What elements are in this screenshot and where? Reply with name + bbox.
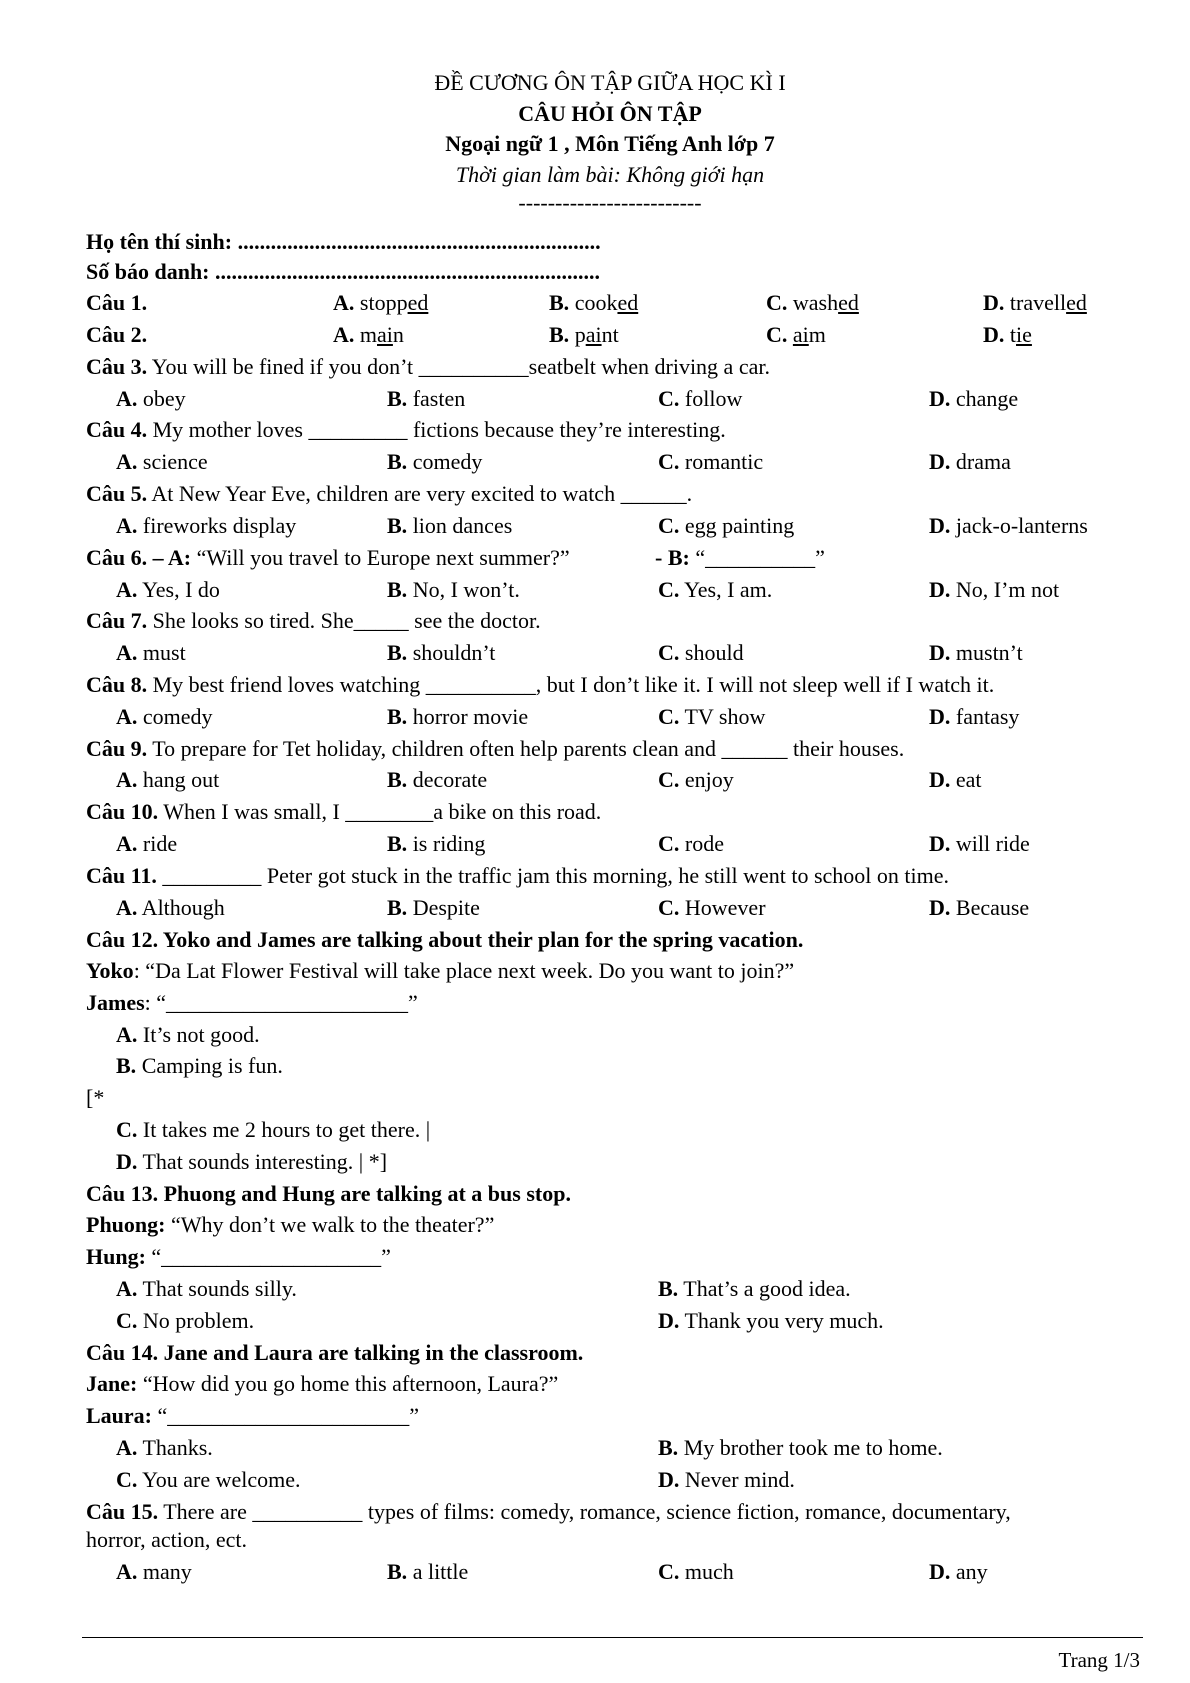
option-text: must (137, 640, 186, 665)
option-letter: B. (387, 1559, 408, 1584)
option-letter: C. (658, 577, 680, 602)
option-text: wash (787, 290, 839, 315)
option-text: That’s a good idea. (678, 1276, 851, 1301)
question-13-label: Câu 13. Phuong and Hung are talking at a bus stop. (86, 1181, 571, 1206)
q14-dialog-line-2 (86, 1403, 419, 1429)
option-text: is riding (407, 831, 486, 856)
question-9 (86, 736, 904, 762)
q3-option-d (929, 386, 1018, 412)
option-letter: B. (116, 1053, 137, 1078)
option-text: shouldn’t (407, 640, 496, 665)
question-7 (86, 608, 541, 634)
option-letter: A. (116, 1022, 138, 1047)
option-text: m (808, 322, 826, 347)
option-letter: B. (387, 386, 408, 411)
question-6-reply (655, 545, 825, 571)
q9-option-d (929, 767, 982, 793)
q10-option-b (387, 831, 485, 857)
option-text: jack-o-lanterns (950, 513, 1088, 538)
speaker-label: Hung: (86, 1244, 146, 1269)
q7-option-c (658, 640, 744, 666)
q15-option-d (929, 1559, 988, 1585)
question-15-continued: horror, action, ect. (86, 1527, 247, 1552)
option-text: No problem. (137, 1308, 255, 1333)
question-10 (86, 799, 601, 825)
q13-dialog-line-2 (86, 1244, 391, 1270)
option-text: Thanks. (137, 1435, 213, 1460)
underlined-sound: ai (377, 322, 393, 347)
option-letter: B. (658, 1435, 679, 1460)
candidate-id-dots: ...................................................................... (215, 259, 601, 284)
q2-option-d (983, 322, 1032, 348)
q14-dialog-line-1 (86, 1371, 558, 1397)
question-5 (86, 481, 692, 507)
option-letter: D. (929, 449, 951, 474)
q6-option-c (658, 577, 772, 603)
option-text: Yes, I do (137, 577, 220, 602)
time-limit: Thời gian làm bài: Không giới hạn (455, 162, 765, 187)
q4-option-d (929, 449, 1011, 475)
option-letter: D. (929, 831, 951, 856)
option-letter: D. (983, 290, 1005, 315)
q2-option-c (766, 322, 826, 348)
option-text: Because (950, 895, 1030, 920)
option-text: comedy (137, 704, 213, 729)
q4-option-c (658, 449, 763, 475)
question-1-label: Câu 1. (86, 290, 148, 315)
question-6 (86, 545, 570, 571)
speaker-label: Laura: (86, 1403, 152, 1428)
dialog-text: “How did you go home this afternoon, Laura?” (137, 1371, 559, 1396)
q1-option-d (983, 290, 1087, 316)
question-text: My mother loves _________ fictions because they’re interesting. (147, 417, 726, 442)
option-letter: B. (549, 290, 570, 315)
option-letter: B. (387, 831, 408, 856)
option-letter: D. (658, 1467, 680, 1492)
q10-option-a (116, 831, 177, 857)
option-letter: D. (929, 577, 951, 602)
candidate-name-row (86, 229, 601, 255)
q12-option-a (116, 1022, 260, 1048)
option-text: No, I’m not (950, 577, 1060, 602)
q14-option-a (116, 1435, 213, 1461)
option-text: TV show (679, 704, 766, 729)
option-letter: D. (983, 322, 1005, 347)
option-text: should (679, 640, 744, 665)
underlined-sound: ed (407, 290, 429, 315)
q9-option-c (658, 767, 734, 793)
q1-option-a (333, 290, 428, 316)
question-text: _________ Peter got stuck in the traffic jam this morning, he still went to school on time. (156, 863, 950, 888)
q12-option-d (116, 1149, 387, 1175)
q14-option-d (658, 1467, 795, 1493)
option-letter: B. (387, 577, 408, 602)
option-letter: D. (658, 1308, 680, 1333)
question-text: There are __________ types of films: comedy, romance, science fiction, romance, documentary, (158, 1499, 1011, 1524)
q15-option-b (387, 1559, 468, 1585)
speaker-label: - B: (655, 545, 690, 570)
option-text: However (679, 895, 766, 920)
question-2-label: Câu 2. (86, 322, 148, 347)
reply-blank: “__________” (689, 545, 825, 570)
option-text: fantasy (950, 704, 1020, 729)
question-label: Câu 15. (86, 1499, 159, 1524)
option-text: Although (137, 895, 225, 920)
question-4 (86, 417, 726, 443)
speaker-label: Jane: (86, 1371, 138, 1396)
q12-dialog-line-2 (86, 990, 418, 1016)
option-letter: A. (116, 449, 138, 474)
option-letter: C. (766, 322, 788, 347)
q13-option-a (116, 1276, 297, 1302)
option-letter: C. (658, 767, 680, 792)
dialog-text: “______________________” (152, 1403, 420, 1428)
q8-option-a (116, 704, 213, 730)
option-text: rode (679, 831, 724, 856)
option-text: science (137, 449, 208, 474)
option-letter: B. (387, 513, 408, 538)
option-letter: A. (333, 290, 355, 315)
question-text: When I was small, I ________a bike on this road. (158, 799, 602, 824)
option-letter: B. (387, 895, 408, 920)
q3-option-b (387, 386, 465, 412)
question-label: Câu 10. (86, 799, 159, 824)
option-text: horror movie (407, 704, 529, 729)
option-text: n (392, 322, 404, 347)
option-letter: D. (929, 640, 951, 665)
q15-option-a (116, 1559, 192, 1585)
q5-option-c (658, 513, 794, 539)
question-12-label: Câu 12. Yoko and James are talking about their plan for the spring vacation. (86, 927, 804, 952)
option-text: nt (601, 322, 619, 347)
option-letter: A. (116, 831, 138, 856)
option-text: romantic (679, 449, 764, 474)
option-text: egg painting (679, 513, 795, 538)
option-letter: A. (116, 640, 138, 665)
q13-option-b (658, 1276, 851, 1302)
option-letter: C. (658, 449, 680, 474)
q7-option-a (116, 640, 186, 666)
q15-option-c (658, 1559, 734, 1585)
q4-option-b (387, 449, 482, 475)
option-text: My brother took me to home. (678, 1435, 943, 1460)
option-letter: B. (387, 640, 408, 665)
q2-option-a (333, 322, 404, 348)
option-text: No, I won’t. (407, 577, 520, 602)
option-letter: D. (929, 386, 951, 411)
question-15 (86, 1499, 1144, 1525)
question-label: Câu 3. (86, 354, 148, 379)
option-letter: C. (658, 1559, 680, 1584)
q8-option-d (929, 704, 1019, 730)
option-text: m (354, 322, 378, 347)
option-letter: D. (116, 1149, 138, 1174)
option-letter: B. (549, 322, 570, 347)
footer-divider (82, 1637, 1143, 1638)
q14-option-c (116, 1467, 301, 1493)
dialog-text: “Why don’t we walk to the theater?” (165, 1212, 495, 1237)
q9-option-a (116, 767, 219, 793)
candidate-name-label: Họ tên thí sinh: (86, 229, 238, 254)
candidate-id-label: Số báo danh: (86, 259, 216, 284)
q4-option-a (116, 449, 208, 475)
question-8 (86, 672, 994, 698)
q12-dialog-line-1 (86, 958, 794, 984)
option-text: enjoy (679, 767, 734, 792)
subject-line: Ngoại ngữ 1 , Môn Tiếng Anh lớp 7 (445, 131, 775, 156)
exam-subtitle: CÂU HỎI ÔN TẬP (518, 101, 702, 126)
question-label: Câu 4. (86, 417, 148, 442)
q5-option-b (387, 513, 512, 539)
q5-option-d (929, 513, 1088, 539)
q12-option-b (116, 1053, 283, 1079)
option-letter: C. (658, 895, 680, 920)
q2-option-b (549, 322, 619, 348)
dialog-text: : “______________________” (144, 990, 418, 1015)
q1-option-c (766, 290, 859, 316)
underlined-sound: ie (1016, 322, 1032, 347)
question-text: At New Year Eve, children are very excited to watch ______. (147, 481, 693, 506)
q5-option-a (116, 513, 296, 539)
underlined-sound: ed (1066, 290, 1087, 315)
speaker-label: James (86, 990, 145, 1015)
option-letter: C. (658, 513, 680, 538)
option-text: much (679, 1559, 734, 1584)
q1-option-b (549, 290, 638, 316)
option-text: fireworks display (137, 513, 297, 538)
option-text: ride (137, 831, 178, 856)
q8-option-c (658, 704, 765, 730)
option-text: will ride (950, 831, 1030, 856)
q6-option-d (929, 577, 1059, 603)
option-letter: D. (929, 1559, 951, 1584)
option-letter: A. (333, 322, 355, 347)
option-text: It’s not good. (137, 1022, 260, 1047)
option-text: change (950, 386, 1019, 411)
underlined-sound: ai (792, 322, 809, 347)
option-letter: C. (116, 1117, 138, 1142)
question-text: “Will you travel to Europe next summer?” (191, 545, 570, 570)
option-letter: A. (116, 767, 138, 792)
option-letter: A. (116, 513, 138, 538)
q6-option-a (116, 577, 220, 603)
q11-option-c (658, 895, 766, 921)
page-number: Trang 1/3 (1058, 1648, 1140, 1672)
question-label: Câu 5. (86, 481, 148, 506)
header-divider: ------------------------- (518, 190, 702, 215)
option-letter: B. (387, 449, 408, 474)
question-14-label: Câu 14. Jane and Laura are talking in the classroom. (86, 1340, 584, 1365)
option-text: Camping is fun. (136, 1053, 283, 1078)
option-text: any (950, 1559, 988, 1584)
q12-option-c (116, 1117, 430, 1143)
q7-option-d (929, 640, 1023, 666)
option-text: comedy (407, 449, 483, 474)
option-letter: D. (929, 513, 951, 538)
option-letter: A. (116, 704, 138, 729)
option-text: decorate (407, 767, 488, 792)
option-text: many (137, 1559, 192, 1584)
option-letter: B. (658, 1276, 679, 1301)
option-text: Thank you very much. (679, 1308, 884, 1333)
option-letter: B. (387, 767, 408, 792)
question-label: Câu 6. – A: (86, 545, 192, 570)
option-text: cook (569, 290, 618, 315)
q10-option-c (658, 831, 724, 857)
option-text: Yes, I am. (679, 577, 773, 602)
q11-option-b (387, 895, 480, 921)
dialog-text: : “Da Lat Flower Festival will take place next week. Do you want to join?” (133, 958, 795, 983)
option-text: t (1004, 322, 1017, 347)
option-text: travell (1004, 290, 1067, 315)
question-11 (86, 863, 949, 889)
option-letter: A. (116, 577, 138, 602)
candidate-name-dots: .................................................................. (237, 229, 601, 254)
question-label: Câu 7. (86, 608, 148, 633)
option-letter: D. (929, 895, 951, 920)
q8-option-b (387, 704, 528, 730)
q11-option-a (116, 895, 225, 921)
option-letter: C. (766, 290, 788, 315)
option-letter: C. (658, 386, 680, 411)
q13-option-d (658, 1308, 884, 1334)
option-text: lion dances (407, 513, 513, 538)
option-text: obey (137, 386, 186, 411)
option-text: drama (950, 449, 1011, 474)
option-letter: C. (116, 1467, 138, 1492)
question-label: Câu 9. (86, 736, 148, 761)
speaker-label: Yoko (86, 958, 134, 983)
option-text: fasten (407, 386, 466, 411)
option-text: You are welcome. (137, 1467, 301, 1492)
question-text: My best friend loves watching __________, but I don’t like it. I will not sleep well if I watch it. (147, 672, 995, 697)
option-text: p (569, 322, 586, 347)
q10-option-d (929, 831, 1030, 857)
option-letter: C. (658, 831, 680, 856)
question-text: She looks so tired. She_____ see the doctor. (147, 608, 541, 633)
option-letter: A. (116, 1276, 138, 1301)
option-text: hang out (137, 767, 220, 792)
option-text: It takes me 2 hours to get there. | (137, 1117, 431, 1142)
question-label: Câu 8. (86, 672, 148, 697)
option-letter: A. (116, 895, 138, 920)
option-letter: C. (116, 1308, 138, 1333)
option-text: Never mind. (679, 1467, 795, 1492)
option-letter: C. (658, 640, 680, 665)
option-text: mustn’t (950, 640, 1023, 665)
q14-option-b (658, 1435, 943, 1461)
q13-dialog-line-1 (86, 1212, 494, 1238)
option-letter: D. (929, 704, 951, 729)
option-text: That sounds interesting. | *] (137, 1149, 388, 1174)
q6-option-b (387, 577, 520, 603)
option-letter: A. (116, 386, 138, 411)
option-text: That sounds silly. (137, 1276, 297, 1301)
question-3 (86, 354, 770, 380)
q12-marker: [* (86, 1085, 105, 1110)
q11-option-d (929, 895, 1029, 921)
q9-option-b (387, 767, 487, 793)
speaker-label: Phuong: (86, 1212, 166, 1237)
dialog-text: “____________________” (145, 1244, 391, 1269)
option-letter: A. (116, 1559, 138, 1584)
underlined-sound: ed (838, 290, 859, 315)
q7-option-b (387, 640, 495, 666)
option-text: eat (950, 767, 982, 792)
q3-option-a (116, 386, 186, 412)
option-letter: A. (116, 1435, 138, 1460)
q3-option-c (658, 386, 742, 412)
candidate-id-row (86, 259, 600, 285)
question-text: You will be fined if you don’t __________seatbelt when driving a car. (147, 354, 770, 379)
q13-option-c (116, 1308, 254, 1334)
underlined-sound: ed (617, 290, 639, 315)
question-text: To prepare for Tet holiday, children often help parents clean and ______ their houses. (147, 736, 905, 761)
question-label: Câu 11. (86, 863, 157, 888)
option-text: stopp (354, 290, 408, 315)
option-letter: D. (929, 767, 951, 792)
option-text: follow (679, 386, 743, 411)
option-letter: C. (658, 704, 680, 729)
exam-title: ĐỀ CƯƠNG ÔN TẬP GIỮA HỌC KÌ I (434, 70, 786, 95)
option-text: Despite (407, 895, 480, 920)
option-text: a little (407, 1559, 469, 1584)
option-letter: B. (387, 704, 408, 729)
underlined-sound: ai (585, 322, 602, 347)
